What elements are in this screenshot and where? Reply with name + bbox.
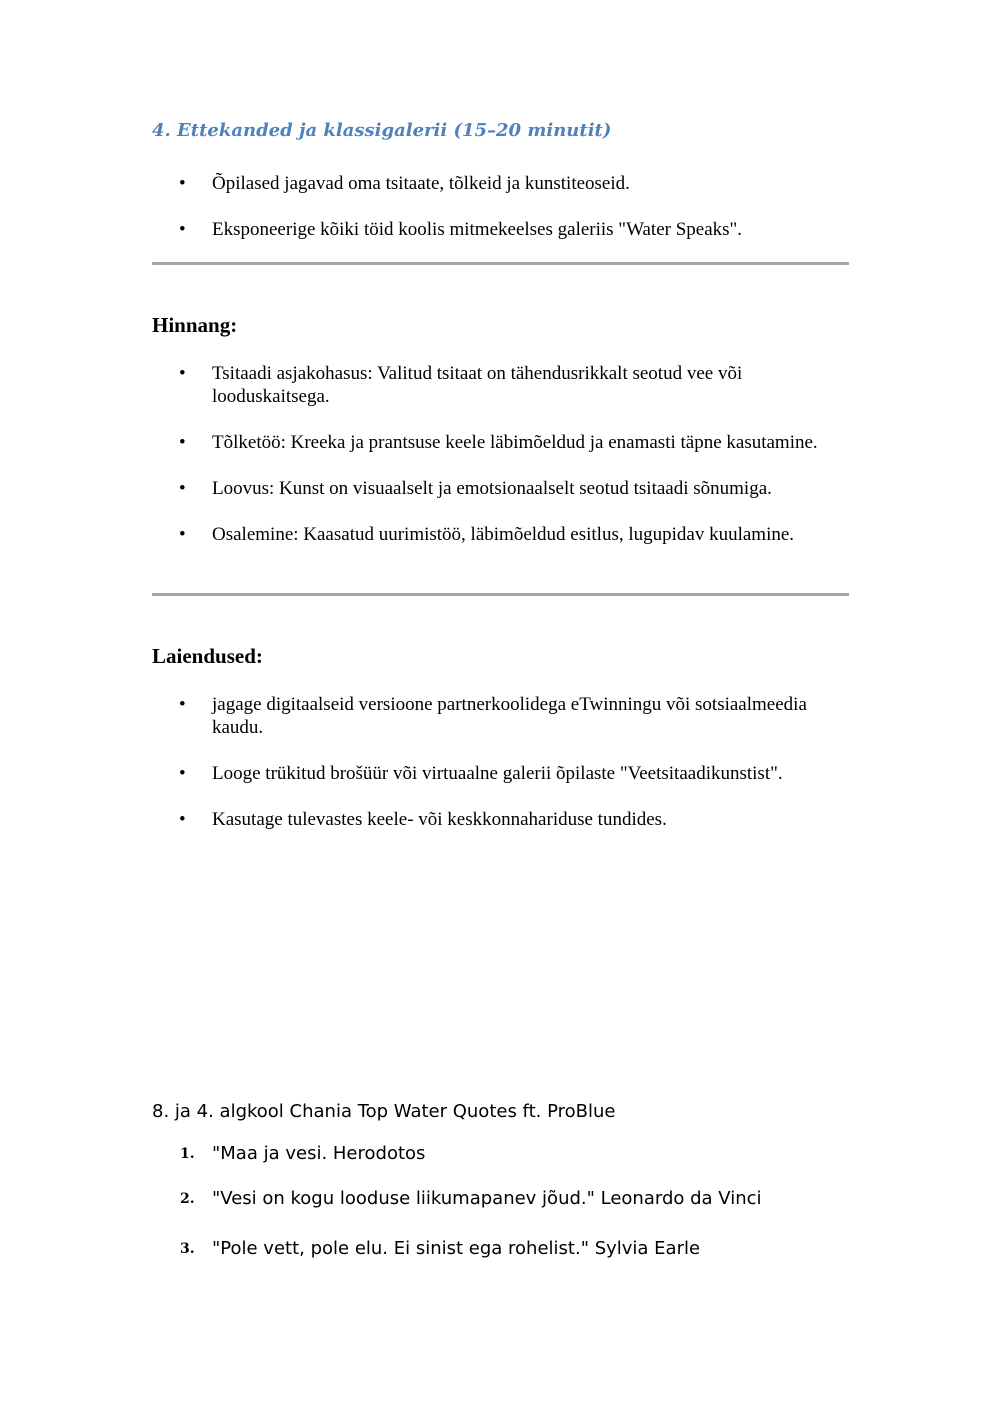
bullet-icon: • (179, 809, 186, 830)
divider (152, 593, 849, 596)
quotes-title: 8. ja 4. algkool Chania Top Water Quotes ft. ProBlue (152, 1101, 616, 1122)
list-item: • Tsitaadi asjakohasus: Valitud tsitaat on tähendusrikkalt seotud vee või looduskaitsega. (179, 363, 743, 407)
bullet-icon: • (179, 694, 186, 715)
list-number: 2. (180, 1191, 195, 1207)
list-item: • Loovus: Kunst on visuaalselt ja emotsionaalselt seotud tsitaadi sõnumiga. (179, 478, 772, 499)
list-number: 3. (180, 1241, 195, 1257)
quote-text: "Vesi on kogu looduse liikumapanev jõud." Leonardo da Vinci (212, 1188, 762, 1209)
bullet-icon: • (179, 763, 186, 784)
divider (152, 262, 849, 265)
extensions-list (152, 693, 849, 831)
bullet-icon: • (179, 478, 186, 499)
bullet-icon: • (179, 219, 186, 240)
bullet-icon: • (179, 173, 186, 194)
assessment-list (152, 362, 849, 546)
extensions-heading: Laiendused: (152, 644, 263, 668)
list-number: 1. (180, 1146, 195, 1162)
list-item: • Õpilased jagavad oma tsitaate, tõlkeid ja kunstiteoseid. (179, 173, 630, 194)
quote-item (152, 1187, 849, 1210)
list-item: • jagage digitaalseid versioone partnerkoolidega eTwinningu või sotsiaalmeedia kaudu. (179, 694, 807, 738)
list-item: • Kasutage tulevastes keele- või keskkonnahariduse tundides. (179, 809, 667, 830)
bullet-icon: • (179, 363, 186, 384)
list-item: • Osalemine: Kaasatud uurimistöö, läbimõeldud esitlus, lugupidav kuulamine. (179, 524, 795, 545)
list-item: • Looge trükitud brošüür või virtuaalne galerii õpilaste "Veetsitaadikunstist". (179, 763, 783, 784)
section-heading-presentations: 4. Ettekanded ja klassigalerii (15–20 minutit) (152, 120, 612, 141)
assessment-heading: Hinnang: (152, 313, 238, 337)
quote-item (152, 1237, 849, 1260)
bullet-icon: • (179, 432, 186, 453)
bullet-icon: • (179, 524, 186, 545)
quotes-list (152, 1142, 849, 1260)
quote-text: "Maa ja vesi. Herodotos (212, 1143, 426, 1164)
quote-text: "Pole vett, pole elu. Ei sinist ega rohelist." Sylvia Earle (212, 1238, 701, 1259)
list-item: • Eksponeerige kõiki töid koolis mitmekeelses galeriis "Water Speaks". (179, 219, 743, 240)
presentations-list (152, 172, 849, 241)
list-item: • Tõlketöö: Kreeka ja prantsuse keele läbimõeldud ja enamasti täpne kasutamine. (179, 432, 818, 453)
quote-item (152, 1142, 849, 1165)
